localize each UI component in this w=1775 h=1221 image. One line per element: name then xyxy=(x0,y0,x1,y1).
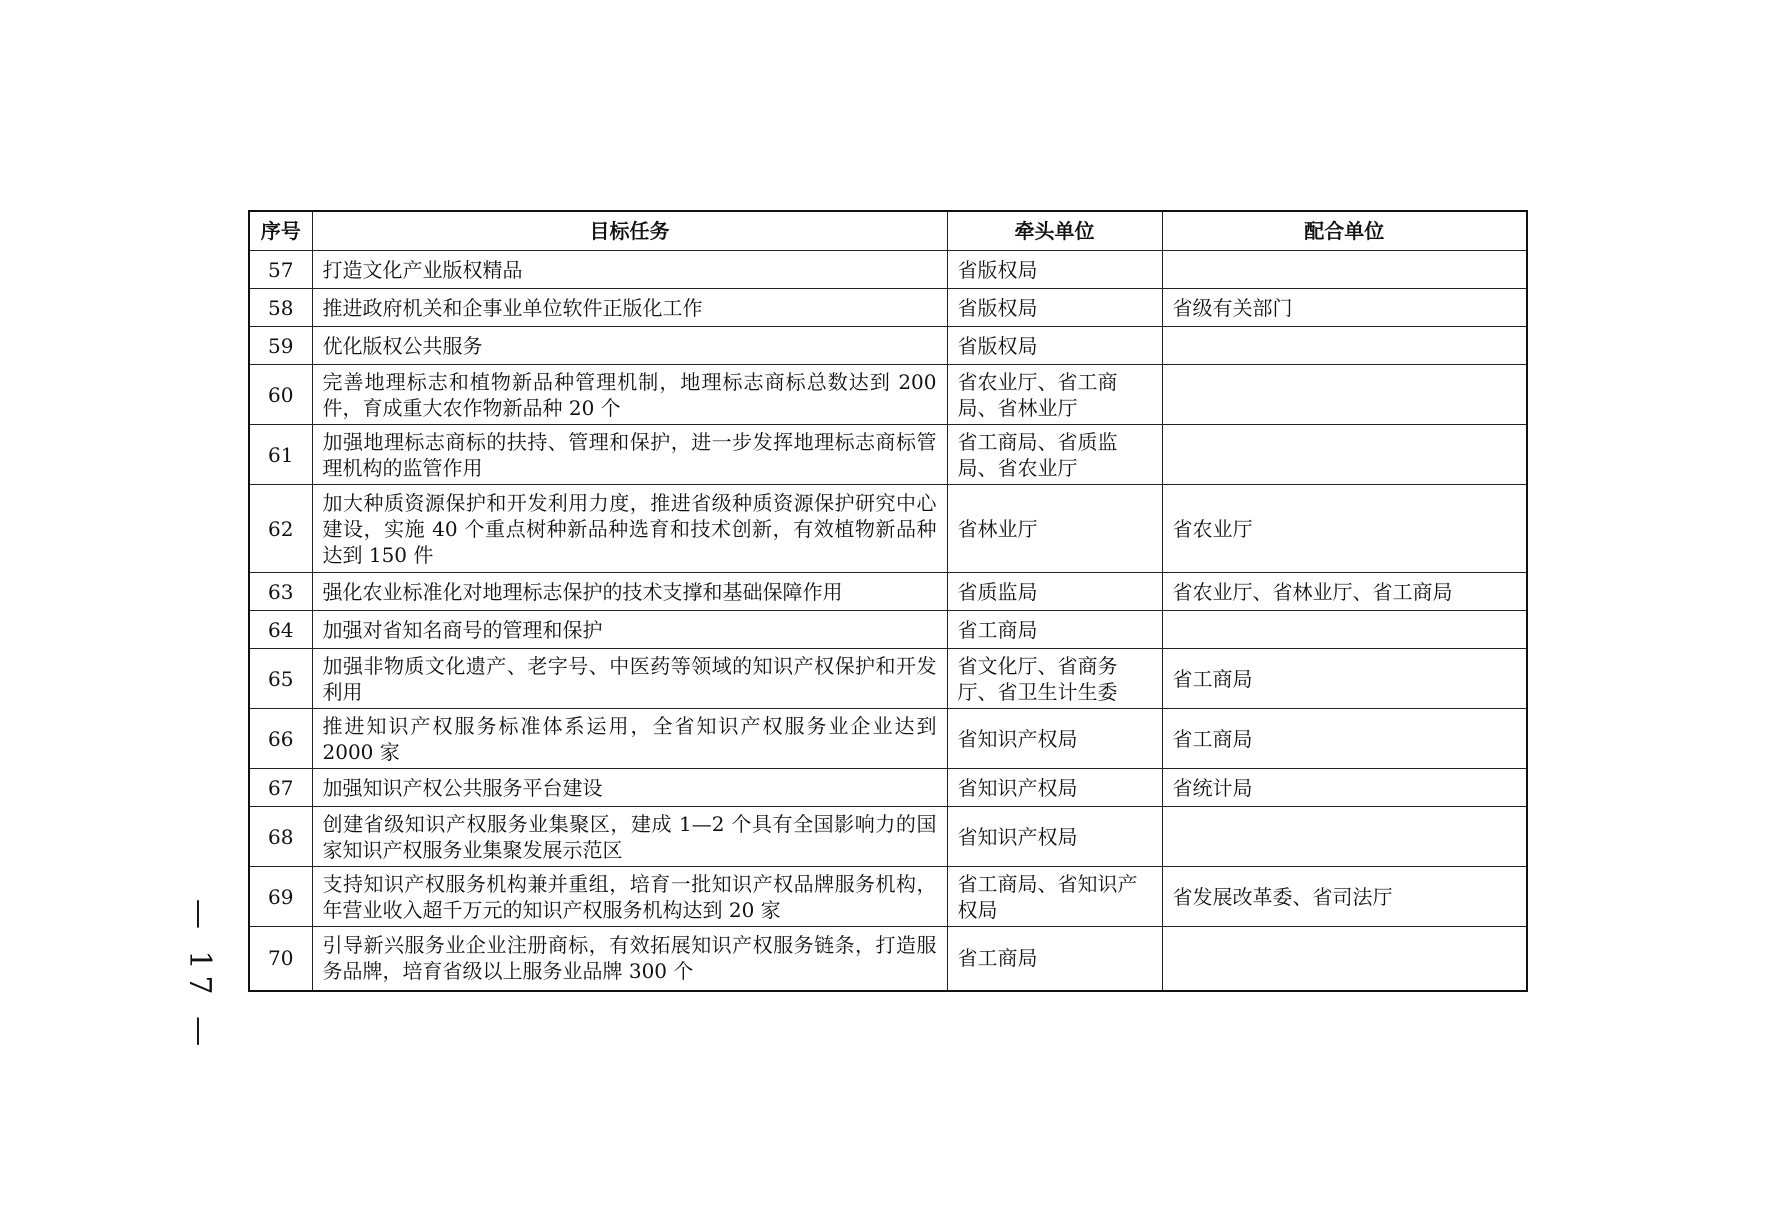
row-task: 加强地理标志商标的扶持、管理和保护，进一步发挥地理标志商标管理机构的监管作用 xyxy=(312,425,947,485)
row-number: 67 xyxy=(249,769,312,807)
row-task: 强化农业标准化对地理标志保护的技术支撑和基础保障作用 xyxy=(312,573,947,611)
table-row xyxy=(249,251,1527,289)
row-number: 66 xyxy=(249,709,312,769)
row-number: 57 xyxy=(249,251,312,289)
table-row xyxy=(249,927,1527,991)
row-coop-unit xyxy=(1162,611,1527,649)
row-coop-unit: 省级有关部门 xyxy=(1162,289,1527,327)
task-table xyxy=(248,210,1528,992)
row-coop-unit: 省工商局 xyxy=(1162,709,1527,769)
table-row xyxy=(249,709,1527,769)
page-number-text: — 17 — xyxy=(182,898,218,1052)
row-number: 68 xyxy=(249,807,312,867)
row-task: 推进政府机关和企事业单位软件正版化工作 xyxy=(312,289,947,327)
task-table-container xyxy=(248,210,1526,992)
table-row xyxy=(249,573,1527,611)
row-coop-unit: 省农业厅 xyxy=(1162,485,1527,573)
row-lead-unit: 省工商局 xyxy=(947,927,1162,991)
row-coop-unit: 省统计局 xyxy=(1162,769,1527,807)
row-coop-unit: 省农业厅、省林业厅、省工商局 xyxy=(1162,573,1527,611)
table-row xyxy=(249,649,1527,709)
row-number: 58 xyxy=(249,289,312,327)
table-row xyxy=(249,611,1527,649)
row-number: 69 xyxy=(249,867,312,927)
table-row xyxy=(249,327,1527,365)
row-coop-unit xyxy=(1162,425,1527,485)
row-task: 支持知识产权服务机构兼并重组，培育一批知识产权品牌服务机构，年营业收入超千万元的知识产权服务机构达到 20 家 xyxy=(312,867,947,927)
row-task: 引导新兴服务业企业注册商标，有效拓展知识产权服务链条，打造服务品牌，培育省级以上服务业品牌 300 个 xyxy=(312,927,947,991)
header-serial-number: 序号 xyxy=(249,211,312,251)
table-row xyxy=(249,807,1527,867)
page-number xyxy=(180,898,220,1052)
row-coop-unit xyxy=(1162,251,1527,289)
row-lead-unit: 省知识产权局 xyxy=(947,807,1162,867)
row-task: 加大种质资源保护和开发利用力度，推进省级种质资源保护研究中心建设，实施 40 个重点树种新品种选育和技术创新，有效植物新品种达到 150 件 xyxy=(312,485,947,573)
table-row xyxy=(249,485,1527,573)
row-coop-unit xyxy=(1162,927,1527,991)
table-header-row xyxy=(249,211,1527,251)
row-coop-unit: 省发展改革委、省司法厅 xyxy=(1162,867,1527,927)
row-coop-unit xyxy=(1162,807,1527,867)
row-task: 加强知识产权公共服务平台建设 xyxy=(312,769,947,807)
row-lead-unit: 省工商局、省质监局、省农业厅 xyxy=(947,425,1162,485)
row-number: 65 xyxy=(249,649,312,709)
header-target-task: 目标任务 xyxy=(312,211,947,251)
row-number: 60 xyxy=(249,365,312,425)
row-number: 59 xyxy=(249,327,312,365)
row-number: 61 xyxy=(249,425,312,485)
row-number: 62 xyxy=(249,485,312,573)
row-lead-unit: 省文化厅、省商务厅、省卫生计生委 xyxy=(947,649,1162,709)
row-task: 推进知识产权服务标准体系运用，全省知识产权服务业企业达到 2000 家 xyxy=(312,709,947,769)
header-cooperating-unit: 配合单位 xyxy=(1162,211,1527,251)
row-lead-unit: 省知识产权局 xyxy=(947,769,1162,807)
row-lead-unit: 省版权局 xyxy=(947,251,1162,289)
row-number: 63 xyxy=(249,573,312,611)
row-task: 加强非物质文化遗产、老字号、中医药等领域的知识产权保护和开发利用 xyxy=(312,649,947,709)
row-lead-unit: 省版权局 xyxy=(947,327,1162,365)
row-coop-unit xyxy=(1162,327,1527,365)
header-lead-unit: 牵头单位 xyxy=(947,211,1162,251)
table-row xyxy=(249,769,1527,807)
row-lead-unit: 省工商局、省知识产权局 xyxy=(947,867,1162,927)
row-task: 加强对省知名商号的管理和保护 xyxy=(312,611,947,649)
row-coop-unit xyxy=(1162,365,1527,425)
row-lead-unit: 省质监局 xyxy=(947,573,1162,611)
row-lead-unit: 省林业厅 xyxy=(947,485,1162,573)
table-row xyxy=(249,867,1527,927)
table-row xyxy=(249,365,1527,425)
row-lead-unit: 省版权局 xyxy=(947,289,1162,327)
row-task: 创建省级知识产权服务业集聚区，建成 1—2 个具有全国影响力的国家知识产权服务业集聚发展示范区 xyxy=(312,807,947,867)
row-coop-unit: 省工商局 xyxy=(1162,649,1527,709)
row-lead-unit: 省知识产权局 xyxy=(947,709,1162,769)
table-row xyxy=(249,289,1527,327)
row-number: 70 xyxy=(249,927,312,991)
row-task: 完善地理标志和植物新品种管理机制，地理标志商标总数达到 200 件，育成重大农作物新品种 20 个 xyxy=(312,365,947,425)
row-number: 64 xyxy=(249,611,312,649)
row-task: 打造文化产业版权精品 xyxy=(312,251,947,289)
row-task: 优化版权公共服务 xyxy=(312,327,947,365)
row-lead-unit: 省工商局 xyxy=(947,611,1162,649)
table-row xyxy=(249,425,1527,485)
row-lead-unit: 省农业厅、省工商局、省林业厅 xyxy=(947,365,1162,425)
